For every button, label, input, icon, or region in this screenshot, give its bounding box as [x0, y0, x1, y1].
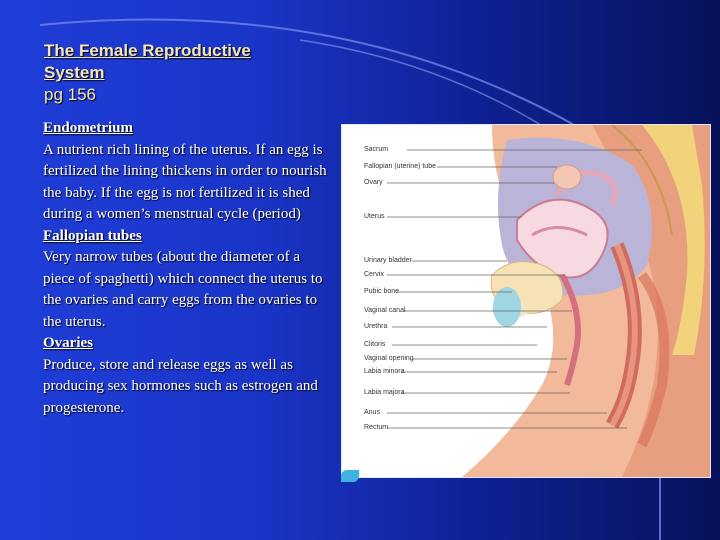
title-main: The Female Reproductive System: [44, 41, 251, 82]
title-page: pg 156: [44, 85, 96, 104]
section-heading-fallopian-tubes: Fallopian tubes: [43, 227, 142, 244]
label-urethra: Urethra: [364, 323, 388, 330]
label-vaginal-canal: Vaginal canal: [364, 307, 406, 314]
slide-title: [44, 40, 304, 106]
anatomy-illustration: [342, 125, 710, 477]
decorative-corner-tab: [341, 470, 359, 482]
body-text: [43, 118, 328, 419]
label-fallopian-tube: Fallopian (uterine) tube: [364, 163, 436, 170]
label-anus: Anus: [364, 409, 380, 416]
label-sacrum: Sacrum: [364, 146, 389, 153]
label-ovary: Ovary: [364, 179, 383, 186]
label-labia-majora: Labia majora: [364, 389, 405, 396]
section-text-fallopian-tubes: Very narrow tubes (about the diameter of a piece of spaghetti) which connect the uterus to the ovaries and carry eggs from the ovaries to the uterus.: [43, 249, 323, 330]
label-uterus: Uterus: [364, 213, 385, 220]
section-heading-endometrium: Endometrium: [43, 120, 133, 136]
label-labia-minora: Labia minora: [364, 368, 405, 375]
label-vaginal-opening: Vaginal opening: [364, 355, 414, 362]
label-clitoris: Clitoris: [364, 341, 386, 348]
label-urinary-bladder: Urinary bladder: [364, 257, 412, 264]
section-text-endometrium: A nutrient rich lining of the uterus. If an egg is fertilized the lining thickens in order to nourish the baby. If the egg is not fertilized it is shed during a women’s menstrual cycle (period): [43, 141, 327, 222]
section-text-ovaries: Produce, store and release eggs as well as producing sex hormones such as estrogen and progesterone.: [43, 356, 318, 416]
section-heading-ovaries: Ovaries: [43, 335, 93, 351]
label-pubic-bone: Pubic bone: [364, 288, 400, 295]
anatomy-figure: [341, 124, 711, 478]
label-rectum: Rectum: [364, 424, 389, 431]
label-cervix: Cervix: [364, 271, 384, 278]
